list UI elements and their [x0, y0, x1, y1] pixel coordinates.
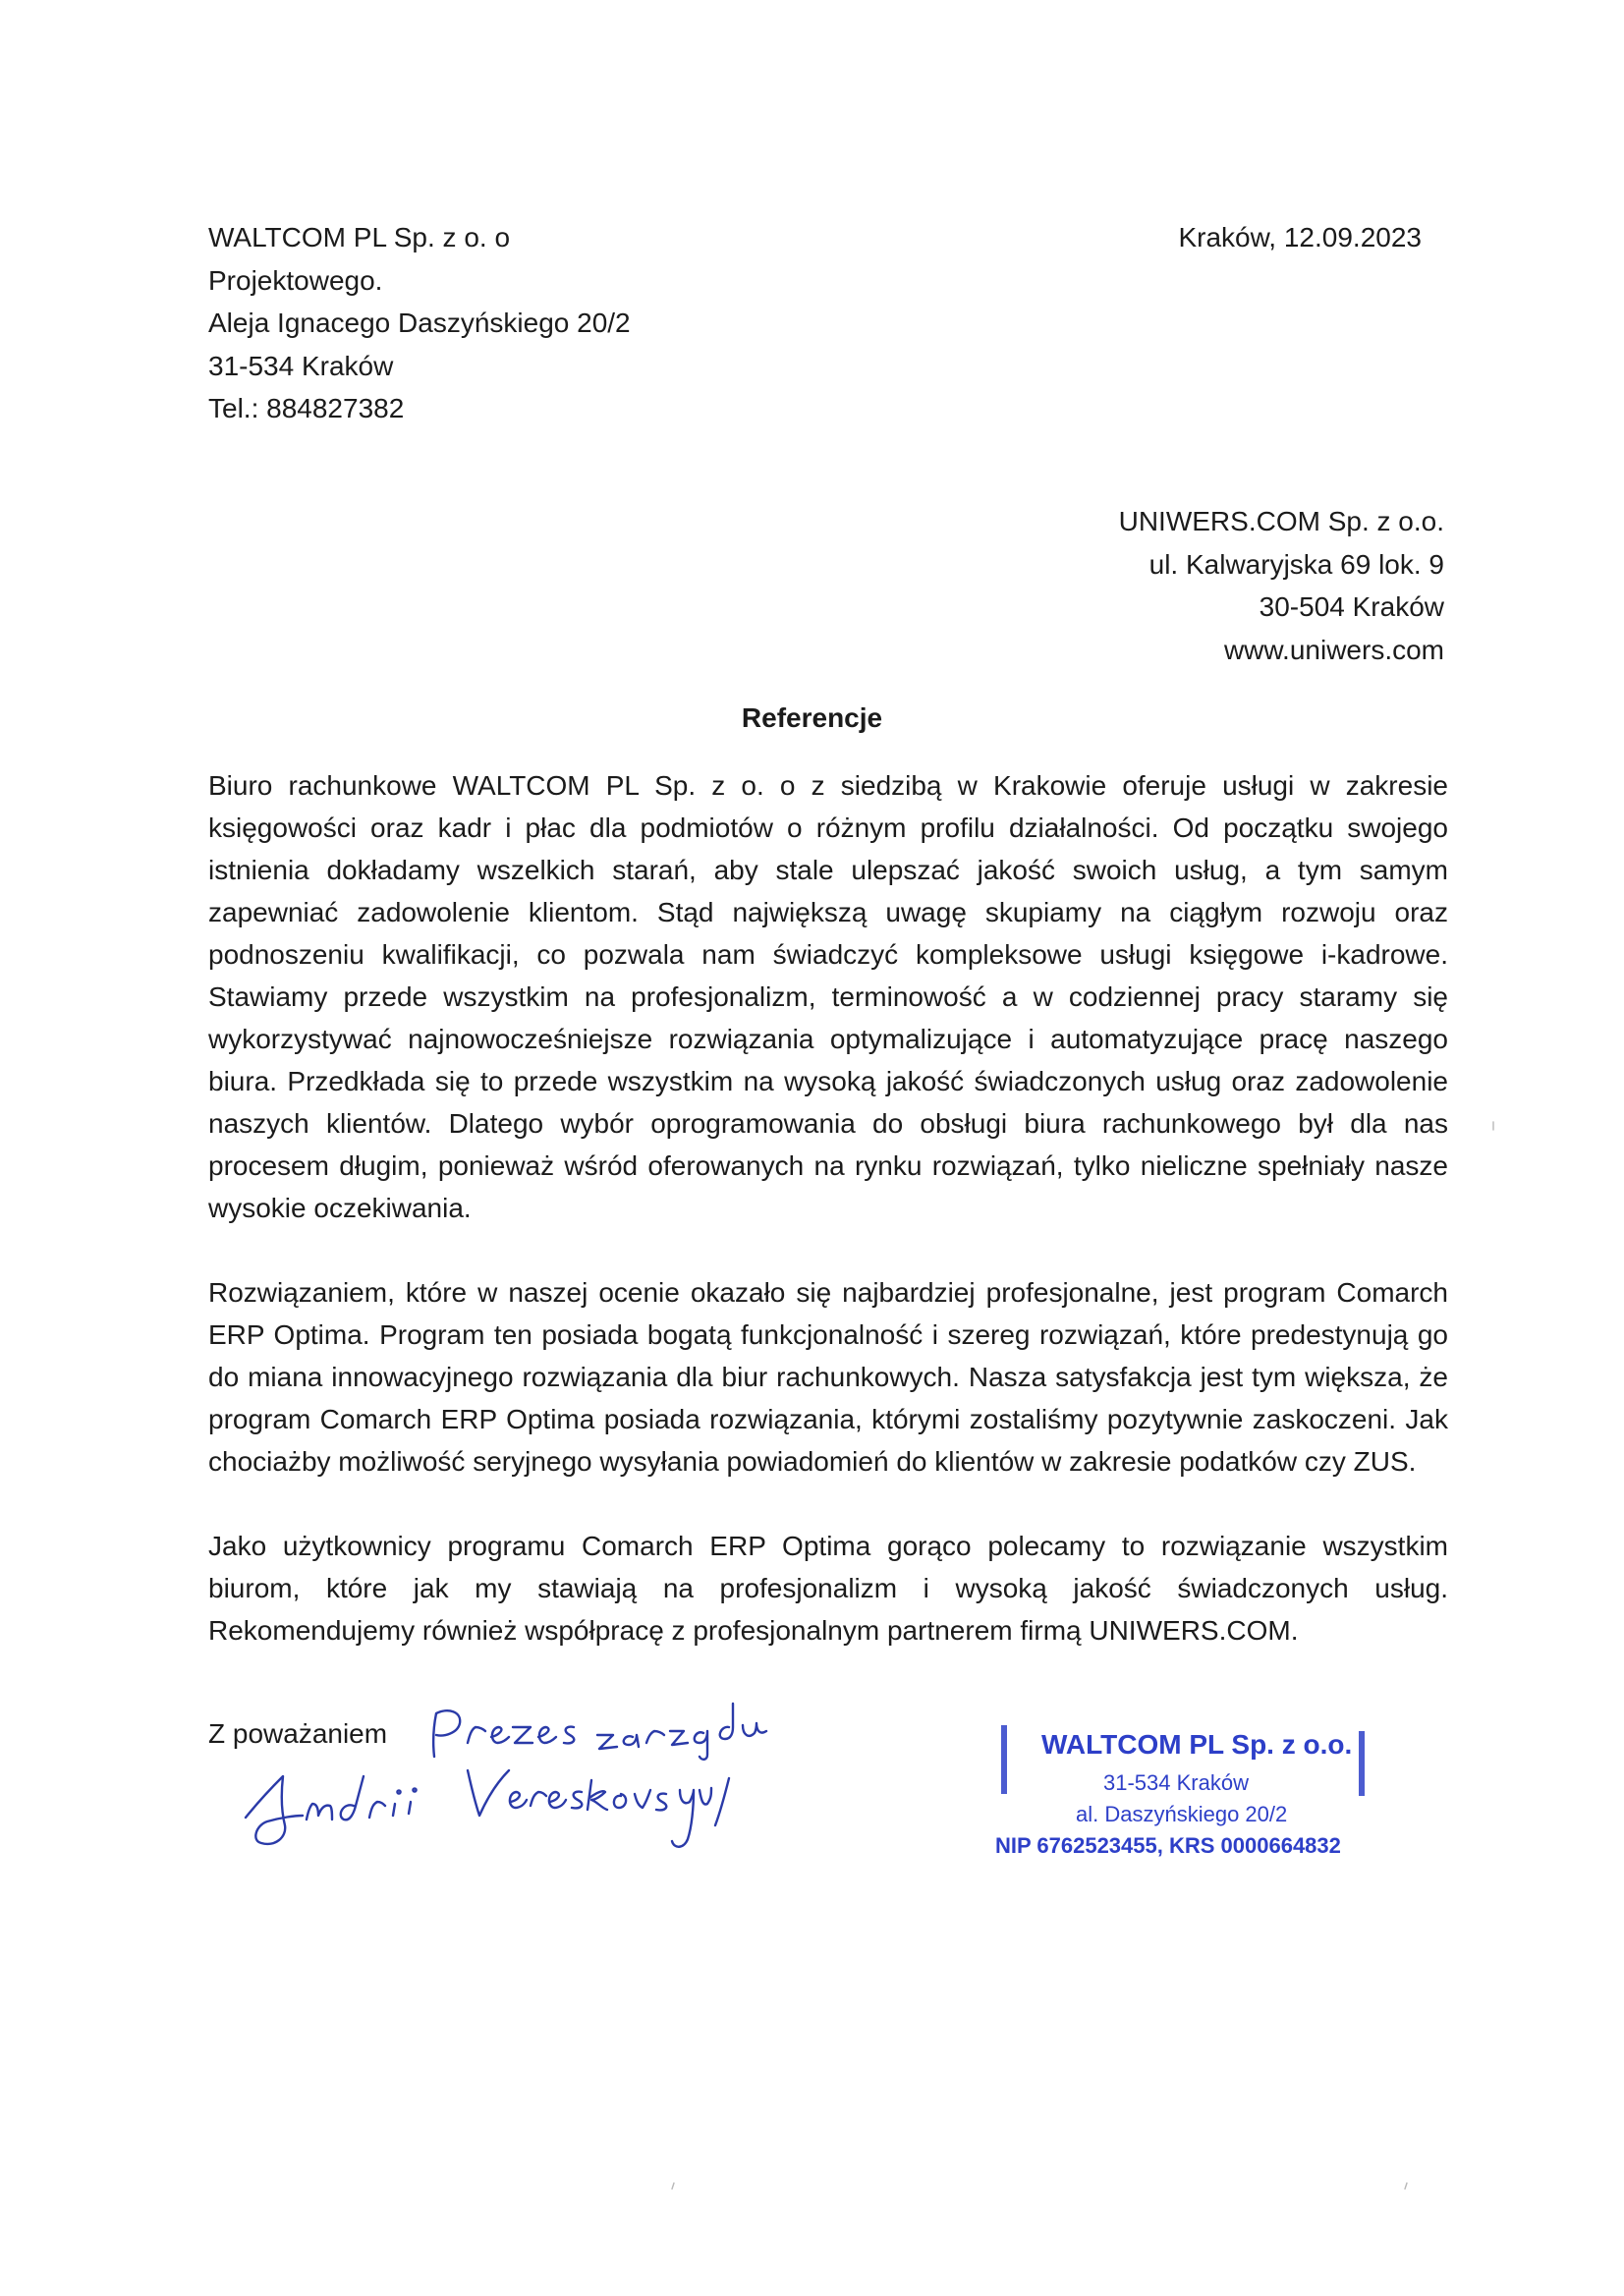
- letter-date: Kraków, 12.09.2023: [1178, 222, 1422, 252]
- recipient-line: 30-504 Kraków: [1259, 591, 1444, 622]
- recipient-line: UNIWERS.COM Sp. z o.o.: [1118, 506, 1444, 536]
- handwritten-signature: [226, 1700, 835, 1867]
- letter-body: [208, 764, 1448, 1694]
- letter-title: Referencje: [741, 702, 883, 733]
- body-paragraph: Jako użytkownicy programu Comarch ERP Optima gorąco polecamy to rozwiązanie wszystkim biurom, które jak my stawiają na profesjonalizm i wysoką jakość świadczonych usług. Rekomendujemy również współpracę z profesjonalnym partnerem firmą UNIWERS.COM.: [208, 1531, 1448, 1646]
- closing-salutation: Z poważaniem: [208, 1718, 388, 1749]
- sender-line: Aleja Ignacego Daszyńskiego 20/2: [208, 308, 631, 338]
- stamp-street: al. Daszyńskiego 20/2: [1076, 1802, 1288, 1826]
- sender-line: Projektowego.: [208, 264, 383, 296]
- stamp-city: 31-534 Kraków: [1103, 1770, 1249, 1795]
- recipient-line: ul. Kalwaryjska 69 lok. 9: [1148, 548, 1444, 580]
- sender-line: Tel.: 884827382: [208, 393, 405, 423]
- recipient-line: www.uniwers.com: [1223, 634, 1444, 665]
- sender-line: WALTCOM PL Sp. z o. o: [208, 222, 511, 252]
- stamp-right-bar: [1359, 1731, 1365, 1796]
- body-paragraph: Biuro rachunkowe WALTCOM PL Sp. z o. o z siedzibą w Krakowie oferuje usługi w zakresie księgowości oraz kadr i płac dla podmiotów o różnym profilu działalności. Od początku swojego istnienia dokładamy wszelkich starań, aby stale ulepszać jakość swoich usług, a tym samym zapewniać zadowolenie klientom. Stąd największą uwagę skupiamy na ciągłym rozwoju oraz podnoszeniu kwalifikacji, co pozwala nam świadczyć kompleksowe usługi księgowe i-kadrowe. Stawiamy przede wszystkim na profesjonalizm, terminowość a w codziennej pracy staramy się wykorzystywać najnowocześniejsze rozwiązania optymalizujące i automatyzujące pracę naszego biura. Przedkłada się to przede wszystkim na wysoką jakość świadczonych usług oraz zadowolenie naszych klientów. Dlatego wybór oprogramowania do obsługi biura rachunkowego był dla nas procesem długim, ponieważ wśród oferowanych na rynku rozwiązań, tylko nieliczne spełniały nasze wysokie oczekiwania.: [208, 770, 1448, 1223]
- stamp-company-name: WALTCOM PL Sp. z o.o.: [1041, 1729, 1353, 1760]
- stamp-registration: NIP 6762523455, KRS 0000664832: [995, 1833, 1341, 1858]
- recipient-address: [1119, 500, 1444, 671]
- stamp-left-bar: [1001, 1725, 1007, 1794]
- company-stamp: [987, 1721, 1380, 1859]
- sender-address: [208, 216, 631, 430]
- sender-line: 31-534 Kraków: [208, 350, 394, 381]
- body-paragraph: Rozwiązaniem, które w naszej ocenie okazało się najbardziej profesjonalne, jest program Comarch ERP Optima. Program ten posiada bogatą funkcjonalność i szereg rozwiązań, które predestynują go do miana innowacyjnego rozwiązania dla biur rachunkowych. Nasza satysfakcja jest tym większa, że program Comarch ERP Optima posiada rozwiązania, którymi zostaliśmy pozytywnie zaskoczeni. Jak chociażby możliwość seryjnego wysyłania powiadomień do klientów w zakresie podatków czy ZUS.: [208, 1277, 1448, 1477]
